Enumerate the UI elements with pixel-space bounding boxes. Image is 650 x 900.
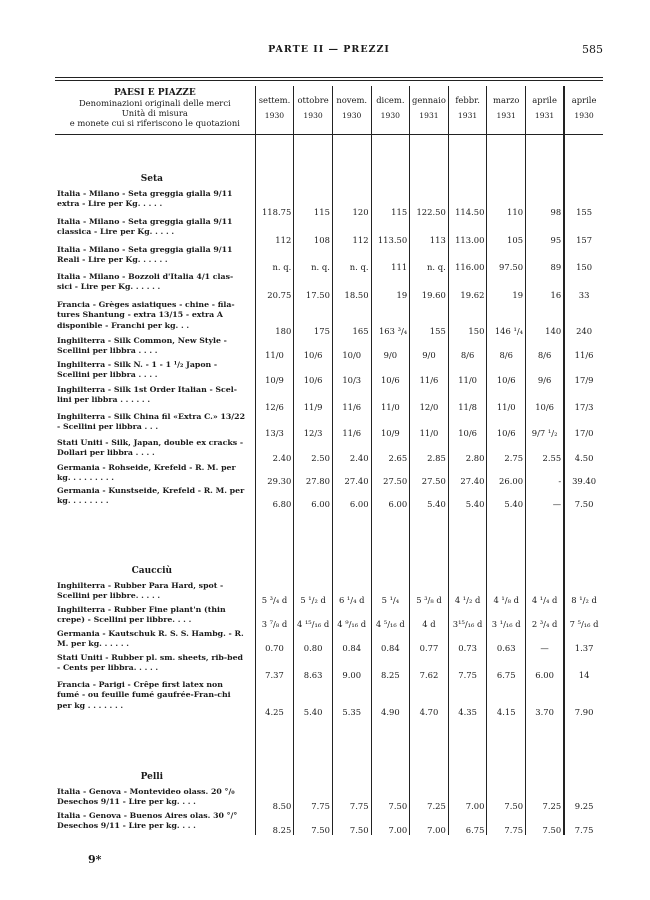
price-cell: 11/6 — [332, 412, 371, 438]
price-cell: 5 ³/₈ d — [410, 581, 449, 605]
table-row — [55, 629, 603, 653]
price-cell: 120 — [332, 189, 371, 217]
empty-cell — [487, 717, 526, 787]
price-cell: 10/6 — [487, 360, 526, 385]
price-cell: 27.40 — [332, 463, 371, 486]
row-description: Germania - Rohseide, Krefeld - R. M. per kg. . . . . . . . . — [57, 462, 236, 482]
period-month: aprile — [571, 95, 597, 105]
price-cell: 0.80 — [294, 629, 333, 653]
price-cell: 0.70 — [255, 629, 294, 653]
price-cell: 9/0 — [410, 336, 449, 360]
price-cell: 95 — [526, 217, 565, 245]
price-cell: 5.40 — [294, 680, 333, 717]
table-row — [55, 438, 603, 463]
price-cell: 122.50 — [410, 189, 449, 217]
price-cell: 5 ³/₄ d — [255, 581, 294, 605]
price-cell: 4 d — [410, 605, 449, 629]
section-row — [55, 717, 603, 787]
price-cell: 19.60 — [410, 272, 449, 300]
desc-header-title: PAESI E PIAZZE — [113, 88, 196, 98]
price-cell: 4.35 — [448, 680, 487, 717]
table-row — [55, 581, 603, 605]
price-cell: n. q. — [410, 245, 449, 272]
price-cell: 4 ¹/₄ d — [526, 581, 565, 605]
empty-cell — [526, 717, 565, 787]
table-row — [55, 189, 603, 217]
price-cell: 6.75 — [487, 653, 526, 680]
price-cell: 2.55 — [526, 438, 565, 463]
period-month: novem. — [336, 95, 368, 105]
price-cell: — — [526, 486, 565, 509]
price-cell: 3 ⁷/₈ d — [255, 605, 294, 629]
price-cell: 3¹⁵/₁₆ d — [448, 605, 487, 629]
price-cell: 9.00 — [332, 653, 371, 680]
price-table — [55, 86, 603, 835]
price-cell: 115 — [294, 189, 333, 217]
row-description: Inghilterra - Silk Common, New Style - Scellini per libbra . . . . — [57, 335, 227, 355]
price-cell: - — [526, 463, 565, 486]
price-cell: 12/3 — [294, 412, 333, 438]
price-cell: 175 — [294, 300, 333, 336]
price-cell: 180 — [255, 300, 294, 336]
price-cell: 11/0 — [255, 336, 294, 360]
price-cell: 10/9 — [371, 412, 410, 438]
period-year: 1931 — [496, 111, 516, 120]
price-cell: 8 ¹/₂ d — [564, 581, 603, 605]
price-cell: 11/0 — [410, 412, 449, 438]
empty-cell — [448, 509, 487, 581]
price-cell: n. q. — [294, 245, 333, 272]
price-cell: 2.40 — [332, 438, 371, 463]
price-cell: 8/6 — [487, 336, 526, 360]
price-cell: 4.70 — [410, 680, 449, 717]
price-cell: 98 — [526, 189, 565, 217]
price-cell: 7.75 — [448, 653, 487, 680]
price-cell: 3.70 — [526, 680, 565, 717]
price-cell: 116.00 — [448, 245, 487, 272]
empty-cell — [410, 135, 449, 189]
price-cell: 110 — [487, 189, 526, 217]
price-cell: 6.00 — [332, 486, 371, 509]
price-cell: 7.75 — [332, 787, 371, 811]
price-cell: 7.00 — [371, 811, 410, 835]
price-cell: 155 — [410, 300, 449, 336]
price-cell: 4 ¹/₂ d — [448, 581, 487, 605]
period-header — [371, 86, 410, 135]
price-cell: 6.75 — [448, 811, 487, 835]
price-cell: 39.40 — [564, 463, 603, 486]
price-cell: 150 — [448, 300, 487, 336]
period-month: gennaio — [412, 95, 446, 105]
period-year: 1930 — [574, 111, 594, 120]
price-cell: 18.50 — [332, 272, 371, 300]
price-cell: 10/9 — [255, 360, 294, 385]
price-cell: 155 — [564, 189, 603, 217]
period-month: settem. — [258, 95, 291, 105]
price-cell: 7.00 — [448, 787, 487, 811]
price-cell: 7.75 — [487, 811, 526, 835]
price-cell: 5 ¹/₄ — [371, 581, 410, 605]
table-row — [55, 336, 603, 360]
period-year: 1930 — [342, 111, 362, 120]
table-row — [55, 653, 603, 680]
row-description: Inghilterra - Silk China fil «Extra C.» 13/22 - Scellini per libbra . . . — [57, 411, 246, 431]
table-row — [55, 385, 603, 412]
price-cell: 27.50 — [410, 463, 449, 486]
table-row — [55, 300, 603, 336]
price-cell: 4.50 — [564, 438, 603, 463]
price-cell: 6.00 — [294, 486, 333, 509]
price-cell: 165 — [332, 300, 371, 336]
price-cell: 8/6 — [448, 336, 487, 360]
price-cell: 12/0 — [410, 385, 449, 412]
period-header — [564, 86, 603, 135]
period-month: aprile — [532, 95, 557, 105]
price-cell: 2.75 — [487, 438, 526, 463]
price-cell: 10/6 — [371, 360, 410, 385]
table-row — [55, 811, 603, 835]
empty-cell — [564, 509, 603, 581]
price-cell: 6 ¹/₄ d — [332, 581, 371, 605]
table-header-row — [55, 86, 603, 135]
price-cell: 14 — [564, 653, 603, 680]
price-cell: 9/7 ¹/₂ — [526, 412, 565, 438]
price-cell: 5 ¹/₂ d — [294, 581, 333, 605]
row-description: Italia - Milano - Seta greggia gialla 9/11 Reali - Lire per Kg. . . . . . — [57, 244, 233, 264]
row-description: Italia - Milano - Seta greggia gialla 9/11 classica - Lire per Kg. . . . . — [57, 216, 233, 236]
price-cell: 4 ¹/₈ d — [487, 581, 526, 605]
empty-cell — [332, 135, 371, 189]
price-cell: 11/8 — [448, 385, 487, 412]
price-cell: 113 — [410, 217, 449, 245]
price-cell: 111 — [371, 245, 410, 272]
price-cell: 3 ¹/₁₆ d — [487, 605, 526, 629]
price-cell: 7.50 — [332, 811, 371, 835]
period-year: 1931 — [534, 111, 555, 120]
price-cell: 4 ⁵/₁₆ d — [371, 605, 410, 629]
price-cell: 11/6 — [332, 385, 371, 412]
price-cell: 27.50 — [371, 463, 410, 486]
period-header — [332, 86, 371, 135]
row-description: Italia - Milano - Seta greggia gialla 9/11 extra - Lire per Kg. . . . . — [57, 188, 233, 208]
price-cell: 12/6 — [255, 385, 294, 412]
empty-cell — [332, 509, 371, 581]
empty-cell — [487, 135, 526, 189]
price-cell: 5.40 — [410, 486, 449, 509]
header-rule — [55, 77, 603, 78]
price-cell: 19 — [371, 272, 410, 300]
price-cell: 0.73 — [448, 629, 487, 653]
price-cell: 7.50 — [564, 486, 603, 509]
price-cell: 7.50 — [487, 787, 526, 811]
empty-cell — [294, 509, 333, 581]
price-cell: 11/9 — [294, 385, 333, 412]
price-cell: 8.63 — [294, 653, 333, 680]
price-cell: 5.35 — [332, 680, 371, 717]
price-cell: 11/6 — [564, 336, 603, 360]
price-cell: 8.50 — [255, 787, 294, 811]
price-cell: 4.25 — [255, 680, 294, 717]
price-cell: 11/6 — [410, 360, 449, 385]
period-header — [487, 86, 526, 135]
table-row — [55, 412, 603, 438]
period-year: 1930 — [264, 111, 285, 120]
price-cell: 7.50 — [371, 787, 410, 811]
row-description: Germania - Kautschuk R. S. S. Hambg. - R. M. per kg. . . . . . — [57, 628, 244, 648]
price-cell: 11/0 — [371, 385, 410, 412]
period-month: marzo — [493, 95, 520, 105]
price-cell: — — [526, 629, 565, 653]
section-row — [55, 509, 603, 581]
signature-mark: 9* — [88, 853, 102, 866]
price-cell: 6.00 — [371, 486, 410, 509]
price-cell: 4 ¹⁵/₁₆ d — [294, 605, 333, 629]
table-row — [55, 486, 603, 509]
row-description: Stati Uniti - Rubber pl. sm. sheets, rib-bed - Cents per libbra. . . . . — [57, 652, 243, 672]
table-row — [55, 605, 603, 629]
desc-header-line: Denominazioni originali delle merci — [78, 98, 231, 108]
price-cell: 2.65 — [371, 438, 410, 463]
price-cell: 7.50 — [526, 811, 565, 835]
price-cell: 7.25 — [526, 787, 565, 811]
price-cell: 0.63 — [487, 629, 526, 653]
price-cell: 7.75 — [564, 811, 603, 835]
row-description: Italia - Genova - Montevideo olass. 20 °/₀ Desechos 9/11 - Lire per kg. . . . — [57, 786, 235, 806]
empty-cell — [448, 717, 487, 787]
price-cell: 6.00 — [526, 653, 565, 680]
price-cell: 9.25 — [564, 787, 603, 811]
empty-cell — [255, 717, 294, 787]
empty-cell — [255, 509, 294, 581]
table-row — [55, 272, 603, 300]
price-cell: 11/0 — [448, 360, 487, 385]
row-description: Francia - Parigi - Crêpe first latex non fumé - ou feuille fumé gaufrée-Fran-chi per kg . . . . . . . — [57, 679, 231, 710]
price-cell: 10/6 — [448, 412, 487, 438]
row-description: Italia - Milano - Bozzoli d'Italia 4/1 clas-sici - Lire per Kg. . . . . . — [57, 271, 234, 291]
price-cell: 146 ¹/₄ — [487, 300, 526, 336]
price-cell: 19 — [487, 272, 526, 300]
price-cell: 27.40 — [448, 463, 487, 486]
price-cell: 13/3 — [255, 412, 294, 438]
period-month: febbr. — [455, 95, 480, 105]
price-cell: 108 — [294, 217, 333, 245]
running-title: PARTE II — PREZZI — [268, 44, 390, 55]
section-title: Pelli — [140, 772, 164, 782]
empty-cell — [410, 509, 449, 581]
price-cell: 10/6 — [294, 360, 333, 385]
price-cell: 157 — [564, 217, 603, 245]
empty-cell — [371, 717, 410, 787]
price-cell: 7.90 — [564, 680, 603, 717]
price-cell: 2.85 — [410, 438, 449, 463]
price-cell: 89 — [526, 245, 565, 272]
price-cell: 10/6 — [294, 336, 333, 360]
page-header — [55, 44, 603, 60]
price-cell: 140 — [526, 300, 565, 336]
price-cell: 97.50 — [487, 245, 526, 272]
price-cell: 20.75 — [255, 272, 294, 300]
price-cell: 17/9 — [564, 360, 603, 385]
price-cell: 27.80 — [294, 463, 333, 486]
price-cell: 8.25 — [371, 653, 410, 680]
price-cell: 19.62 — [448, 272, 487, 300]
price-cell: 113.00 — [448, 217, 487, 245]
table-row — [55, 787, 603, 811]
empty-cell — [448, 135, 487, 189]
header-rule-double — [55, 80, 603, 81]
row-description: Francia - Grèges asiatiques - chine - fila-tures Shantung - extra 13/15 - extra A disponible - Franchi per kg. . . — [57, 299, 235, 330]
price-cell: 7.62 — [410, 653, 449, 680]
price-cell: 118.75 — [255, 189, 294, 217]
period-year: 1930 — [380, 111, 400, 120]
empty-cell — [294, 135, 333, 189]
price-cell: 7.00 — [410, 811, 449, 835]
period-year: 1930 — [303, 111, 323, 120]
empty-cell — [487, 509, 526, 581]
period-header — [526, 86, 565, 135]
price-cell: 2 ³/₄ d — [526, 605, 565, 629]
price-cell: 33 — [564, 272, 603, 300]
price-cell: 17.50 — [294, 272, 333, 300]
price-cell: 9/6 — [526, 360, 565, 385]
period-year: 1931 — [457, 111, 478, 120]
price-cell: 8/6 — [526, 336, 565, 360]
empty-cell — [564, 717, 603, 787]
price-cell: 4.15 — [487, 680, 526, 717]
price-cell: 6.80 — [255, 486, 294, 509]
price-cell: 4 ⁹/₁₆ d — [332, 605, 371, 629]
price-cell: 7.75 — [294, 787, 333, 811]
empty-cell — [332, 717, 371, 787]
row-description: Inghilterra - Silk N. - 1 - 1 ¹/₂ Japon - Scellini per libbra . . . . — [57, 359, 218, 379]
price-cell: 112 — [255, 217, 294, 245]
price-cell: 7.25 — [410, 787, 449, 811]
desc-header-line: Unità di misura — [121, 108, 188, 118]
price-cell: 0.77 — [410, 629, 449, 653]
page-number: 585 — [582, 43, 603, 56]
row-description: Inghilterra - Rubber Para Hard, spot - Scellini per libbre. . . . . — [57, 580, 224, 600]
price-cell: 10/6 — [526, 385, 565, 412]
price-cell: 26.00 — [487, 463, 526, 486]
price-cell: 114.50 — [448, 189, 487, 217]
price-cell: 7.37 — [255, 653, 294, 680]
price-cell: 0.84 — [371, 629, 410, 653]
section-title: Caucciù — [131, 566, 173, 576]
price-cell: 1.37 — [564, 629, 603, 653]
price-cell: 9/0 — [371, 336, 410, 360]
price-cell: 29.30 — [255, 463, 294, 486]
price-cell: 240 — [564, 300, 603, 336]
price-cell: 115 — [371, 189, 410, 217]
desc-column-header — [55, 86, 255, 135]
period-header — [294, 86, 333, 135]
price-cell: 16 — [526, 272, 565, 300]
empty-cell — [410, 717, 449, 787]
price-cell: 163 ³/₄ — [371, 300, 410, 336]
section-title: Seta — [140, 174, 163, 184]
price-cell: 112 — [332, 217, 371, 245]
table-row — [55, 680, 603, 717]
row-description: Inghilterra - Silk 1st Order Italian - Scel-lini per libbra . . . . . . — [57, 384, 237, 404]
period-month: ottobre — [297, 95, 329, 105]
row-description: Italia - Genova - Buenos Aires olas. 30 °/° Desechos 9/11 - Lire per kg. . . . — [57, 810, 238, 830]
period-month: dicem. — [376, 95, 405, 105]
period-header — [255, 86, 294, 135]
price-cell: 105 — [487, 217, 526, 245]
empty-cell — [564, 135, 603, 189]
price-cell: n. q. — [255, 245, 294, 272]
price-cell: 10/3 — [332, 360, 371, 385]
price-cell: 7.50 — [294, 811, 333, 835]
price-cell: 8.25 — [255, 811, 294, 835]
price-cell: 7 ⁵/₁₆ d — [564, 605, 603, 629]
desc-header-line: e monete cui si riferiscono le quotazioni — [69, 118, 240, 128]
row-description: Inghilterra - Rubber Fine plant'n (thin crepe) - Scellini per libbre. . . . — [57, 604, 226, 624]
period-year: 1931 — [419, 111, 439, 120]
price-cell: n. q. — [332, 245, 371, 272]
price-cell: 2.40 — [255, 438, 294, 463]
table-row — [55, 360, 603, 385]
empty-cell — [371, 509, 410, 581]
empty-cell — [371, 135, 410, 189]
section-row — [55, 135, 603, 189]
empty-cell — [294, 717, 333, 787]
empty-cell — [526, 509, 565, 581]
price-cell: 2.80 — [448, 438, 487, 463]
table-row — [55, 245, 603, 272]
table-body — [55, 135, 603, 835]
price-cell: 113.50 — [371, 217, 410, 245]
price-cell: 5.40 — [448, 486, 487, 509]
price-cell: 0.84 — [332, 629, 371, 653]
empty-cell — [255, 135, 294, 189]
price-cell: 10/6 — [487, 412, 526, 438]
period-header — [410, 86, 449, 135]
table-row — [55, 217, 603, 245]
row-description: Germania - Kunstseide, Krefeld - R. M. per kg. . . . . . . . — [57, 485, 245, 505]
empty-cell — [526, 135, 565, 189]
price-cell: 4.90 — [371, 680, 410, 717]
price-cell: 17/0 — [564, 412, 603, 438]
price-cell: 2.50 — [294, 438, 333, 463]
price-cell: 11/0 — [487, 385, 526, 412]
price-cell: 10/0 — [332, 336, 371, 360]
period-header — [448, 86, 487, 135]
row-description: Stati Uniti - Silk, Japan, double ex cracks - Dollari per libbra . . . . — [57, 437, 244, 457]
price-cell: 17/3 — [564, 385, 603, 412]
price-cell: 5.40 — [487, 486, 526, 509]
price-cell: 150 — [564, 245, 603, 272]
table-row — [55, 463, 603, 486]
